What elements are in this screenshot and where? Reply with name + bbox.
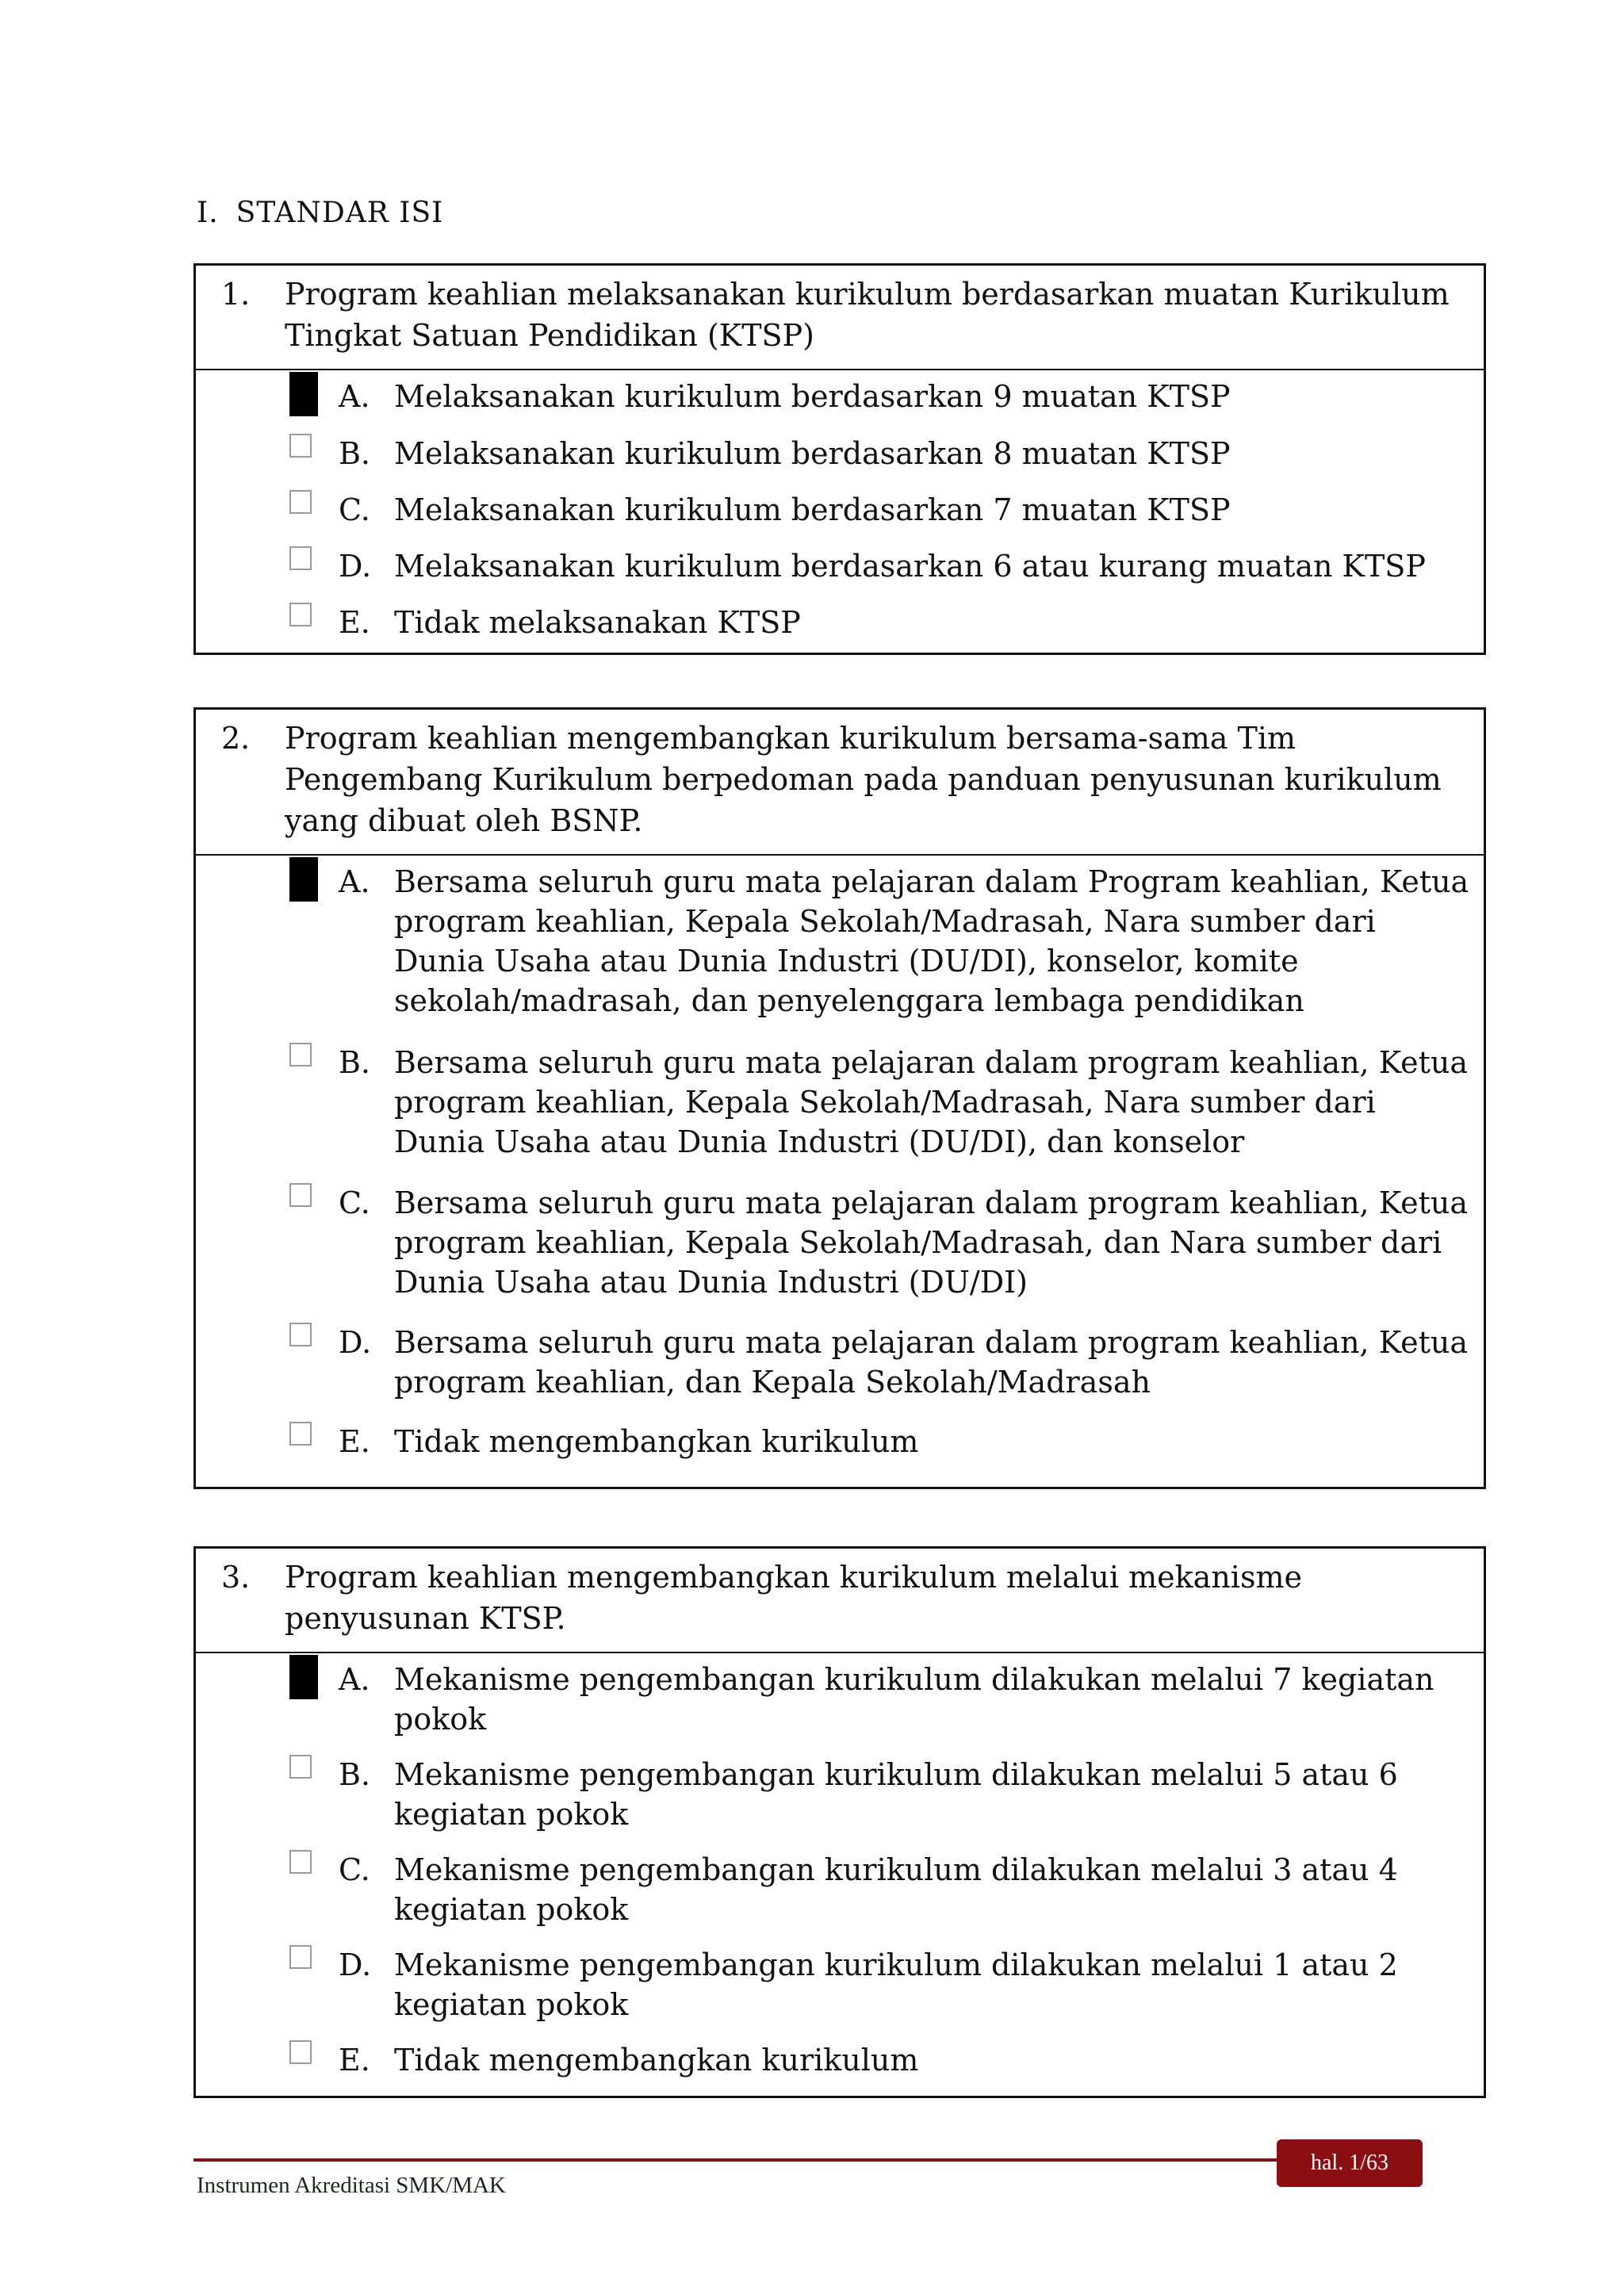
section-title-text: STANDAR ISI	[236, 197, 444, 229]
question-number: 3.	[221, 1560, 251, 1595]
option-text: Bersama seluruh guru mata pelajaran dalam Program keahlian, Ketua program keahlian, Kepala Sekolah/Madrasah, Nara sumber dari Dunia Usaha atau Dunia Industri (DU/DI), konselor, komite sekolah/madrasah, dan penyelenggara lembaga pendidikan	[394, 864, 1469, 1018]
option-text: Mekanisme pengembangan kurikulum dilakukan melalui 1 atau 2 kegiatan pokok	[394, 1947, 1398, 2022]
checkbox[interactable]	[289, 1850, 312, 1874]
question-1	[193, 263, 1486, 655]
footer-document-title: Instrumen Akreditasi SMK/MAK	[197, 2173, 506, 2198]
checkbox-checked[interactable]	[289, 372, 318, 416]
option-text: Melaksanakan kurikulum berdasarkan 6 atau kurang muatan KTSP	[394, 549, 1426, 584]
checkbox-checked[interactable]	[289, 857, 318, 902]
option-letter: B.	[339, 1757, 371, 1792]
checkbox[interactable]	[289, 1323, 312, 1346]
option-text: Mekanisme pengembangan kurikulum dilakukan melalui 5 atau 6 kegiatan pokok	[394, 1757, 1398, 1832]
option-text: Melaksanakan kurikulum berdasarkan 9 muatan KTSP	[394, 379, 1231, 414]
checkbox[interactable]	[289, 1755, 312, 1779]
checkbox[interactable]	[289, 546, 312, 570]
option-text: Tidak mengembangkan kurikulum	[394, 2043, 919, 2078]
option-letter: E.	[339, 2043, 370, 2078]
option-letter: C.	[339, 1185, 370, 1220]
option-text: Bersama seluruh guru mata pelajaran dalam program keahlian, Ketua program keahlian, Kepala Sekolah/Madrasah, dan Nara sumber dari Dunia Usaha atau Dunia Industri (DU/DI)	[394, 1185, 1468, 1300]
checkbox[interactable]	[289, 1043, 312, 1067]
option-text: Bersama seluruh guru mata pelajaran dalam program keahlian, Ketua program keahlian, Kepala Sekolah/Madrasah, Nara sumber dari Dunia Usaha atau Dunia Industri (DU/DI), dan konselor	[394, 1045, 1468, 1159]
checkbox[interactable]	[289, 1422, 312, 1446]
option-letter: A.	[339, 864, 370, 899]
option-letter: E.	[339, 605, 370, 640]
option-text: Bersama seluruh guru mata pelajaran dalam program keahlian, Ketua program keahlian, dan Kepala Sekolah/Madrasah	[394, 1325, 1468, 1400]
option-letter: D.	[339, 1325, 372, 1360]
checkbox-checked[interactable]	[289, 1655, 318, 1699]
option-text: Tidak mengembangkan kurikulum	[394, 1424, 919, 1459]
question-number: 1.	[221, 277, 251, 312]
option-text: Tidak melaksanakan KTSP	[394, 605, 801, 640]
question-text: Program keahlian mengembangkan kurikulum bersama-sama Tim Pengembang Kurikulum berpedoman pada panduan penyusunan kurikulum yang dibuat oleh BSNP.	[285, 721, 1442, 838]
checkbox[interactable]	[289, 603, 312, 626]
option-text: Mekanisme pengembangan kurikulum dilakukan melalui 7 kegiatan pokok	[394, 1662, 1434, 1737]
option-letter: A.	[339, 379, 370, 414]
option-text: Melaksanakan kurikulum berdasarkan 8 muatan KTSP	[394, 436, 1231, 471]
checkbox[interactable]	[289, 490, 312, 514]
question-header	[196, 266, 1484, 370]
option-text: Mekanisme pengembangan kurikulum dilakukan melalui 3 atau 4 kegiatan pokok	[394, 1852, 1398, 1927]
checkbox[interactable]	[289, 2040, 312, 2064]
option-letter: C.	[339, 492, 370, 527]
checkbox[interactable]	[289, 434, 312, 458]
option-letter: A.	[339, 1662, 370, 1697]
option-letter: D.	[339, 1947, 372, 1982]
question-text: Program keahlian melaksanakan kurikulum berdasarkan muatan Kurikulum Tingkat Satuan Pendidikan (KTSP)	[285, 277, 1450, 353]
checkbox[interactable]	[289, 1183, 312, 1207]
option-text: Melaksanakan kurikulum berdasarkan 7 muatan KTSP	[394, 492, 1231, 527]
option-letter: D.	[339, 549, 372, 584]
question-text: Program keahlian mengembangkan kurikulum melalui mekanisme penyusunan KTSP.	[285, 1560, 1302, 1636]
question-2	[193, 707, 1486, 1489]
question-header	[196, 710, 1484, 856]
option-letter: B.	[339, 436, 371, 471]
section-title	[197, 197, 443, 229]
section-number: I.	[197, 197, 219, 229]
page-number-badge: hal. 1/63	[1277, 2139, 1423, 2187]
option-letter: E.	[339, 1424, 370, 1459]
question-header	[196, 1549, 1484, 1653]
option-letter: B.	[339, 1045, 371, 1080]
footer-divider	[193, 2158, 1280, 2162]
option-letter: C.	[339, 1852, 370, 1887]
question-number: 2.	[221, 721, 251, 756]
checkbox[interactable]	[289, 1945, 312, 1969]
question-3	[193, 1546, 1486, 2098]
